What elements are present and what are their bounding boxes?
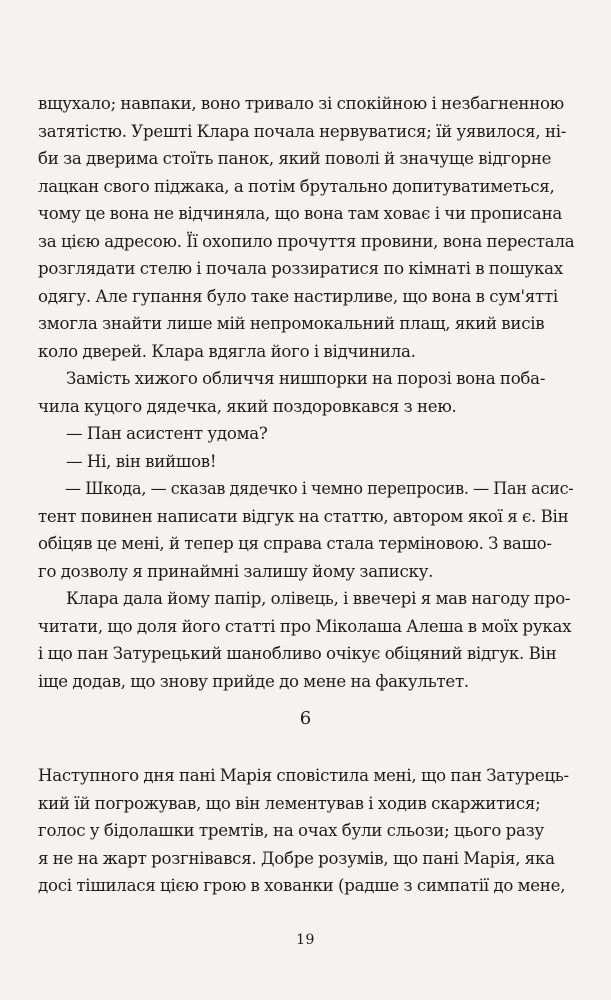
text-line: досі тішилася цією грою в хованки (радше з симпатії до мене, — [38, 876, 566, 895]
body-text-top — [38, 90, 574, 695]
text-line: — Пан асистент удома? — [66, 424, 268, 443]
text-line: би за дверима стоїть панок, який поволі й значуще відгорне — [38, 149, 552, 168]
text-line: за цією адресою. Її охопило прочуття провини, вона перестала — [38, 231, 575, 251]
text-line: чила куцого дядечка, який поздоровкався з нею. — [38, 396, 457, 416]
text-line: одягу. Але гупання було таке настирливе, що вона в сум'ятті — [38, 286, 558, 306]
text-line: іще додав, що знову прийде до мене на факультет. — [38, 671, 469, 691]
text-line: розглядати стелю і почала роззиратися по кімнаті в пошуках — [38, 259, 563, 278]
text-line: чому це вона не відчиняла, що вона там ховає і чи прописана — [38, 204, 563, 223]
text-line: обіцяв це мені, й тепер ця справа стала терміновою. З вашо- — [38, 534, 552, 553]
page-number: 19 — [296, 932, 315, 948]
text-line: Наступного дня пані Марія сповістила мені, що пан Затурець- — [38, 766, 569, 785]
text-line: кий їй погрожував, що він лементував і ходив скаржитися; — [38, 793, 541, 813]
body-text-bottom — [38, 762, 574, 900]
text-line: Замість хижого обличчя нишпорки на порозі вона поба- — [66, 369, 546, 388]
chapter-number: 6 — [299, 708, 312, 729]
text-line: змогла знайти лише мій непромокальний плащ, який висів — [38, 314, 545, 333]
text-line: читати, що доля його статті про Міколаша Алеша в моїх руках — [38, 616, 572, 636]
text-line: Клара дала йому папір, олівець, і ввечері я мав нагоду про- — [66, 589, 571, 608]
text-line: вщухало; навпаки, воно тривало зі спокійною і незбагненною — [38, 94, 564, 113]
text-line: — Ні, він вийшов! — [66, 451, 217, 471]
text-line: і що пан Затурецький шанобливо очікує обіцяний відгук. Він — [38, 644, 557, 663]
text-line: затятістю. Урешті Клара почала нервуватися; їй уявилося, ні- — [38, 121, 567, 141]
text-line: тент повинен написати відгук на статтю, автором якої я є. Він — [38, 506, 569, 526]
text-line: лацкан свого піджака, а потім брутально допитуватиметься, — [38, 176, 555, 196]
text-line: — Шкода, — сказав дядечко і чемно перепросив. — Пан асис- — [65, 479, 574, 498]
text-line: я не на жарт розгнівався. Добре розумів, що пані Марія, яка — [38, 848, 555, 868]
text-line: коло дверей. Клара вдягла його і відчинила. — [38, 341, 416, 361]
text-line: го дозволу я принаймні залишу йому записку. — [38, 561, 434, 581]
text-line: голос у бідолашки тремтів, на очах були сльози; цього разу — [38, 821, 544, 840]
